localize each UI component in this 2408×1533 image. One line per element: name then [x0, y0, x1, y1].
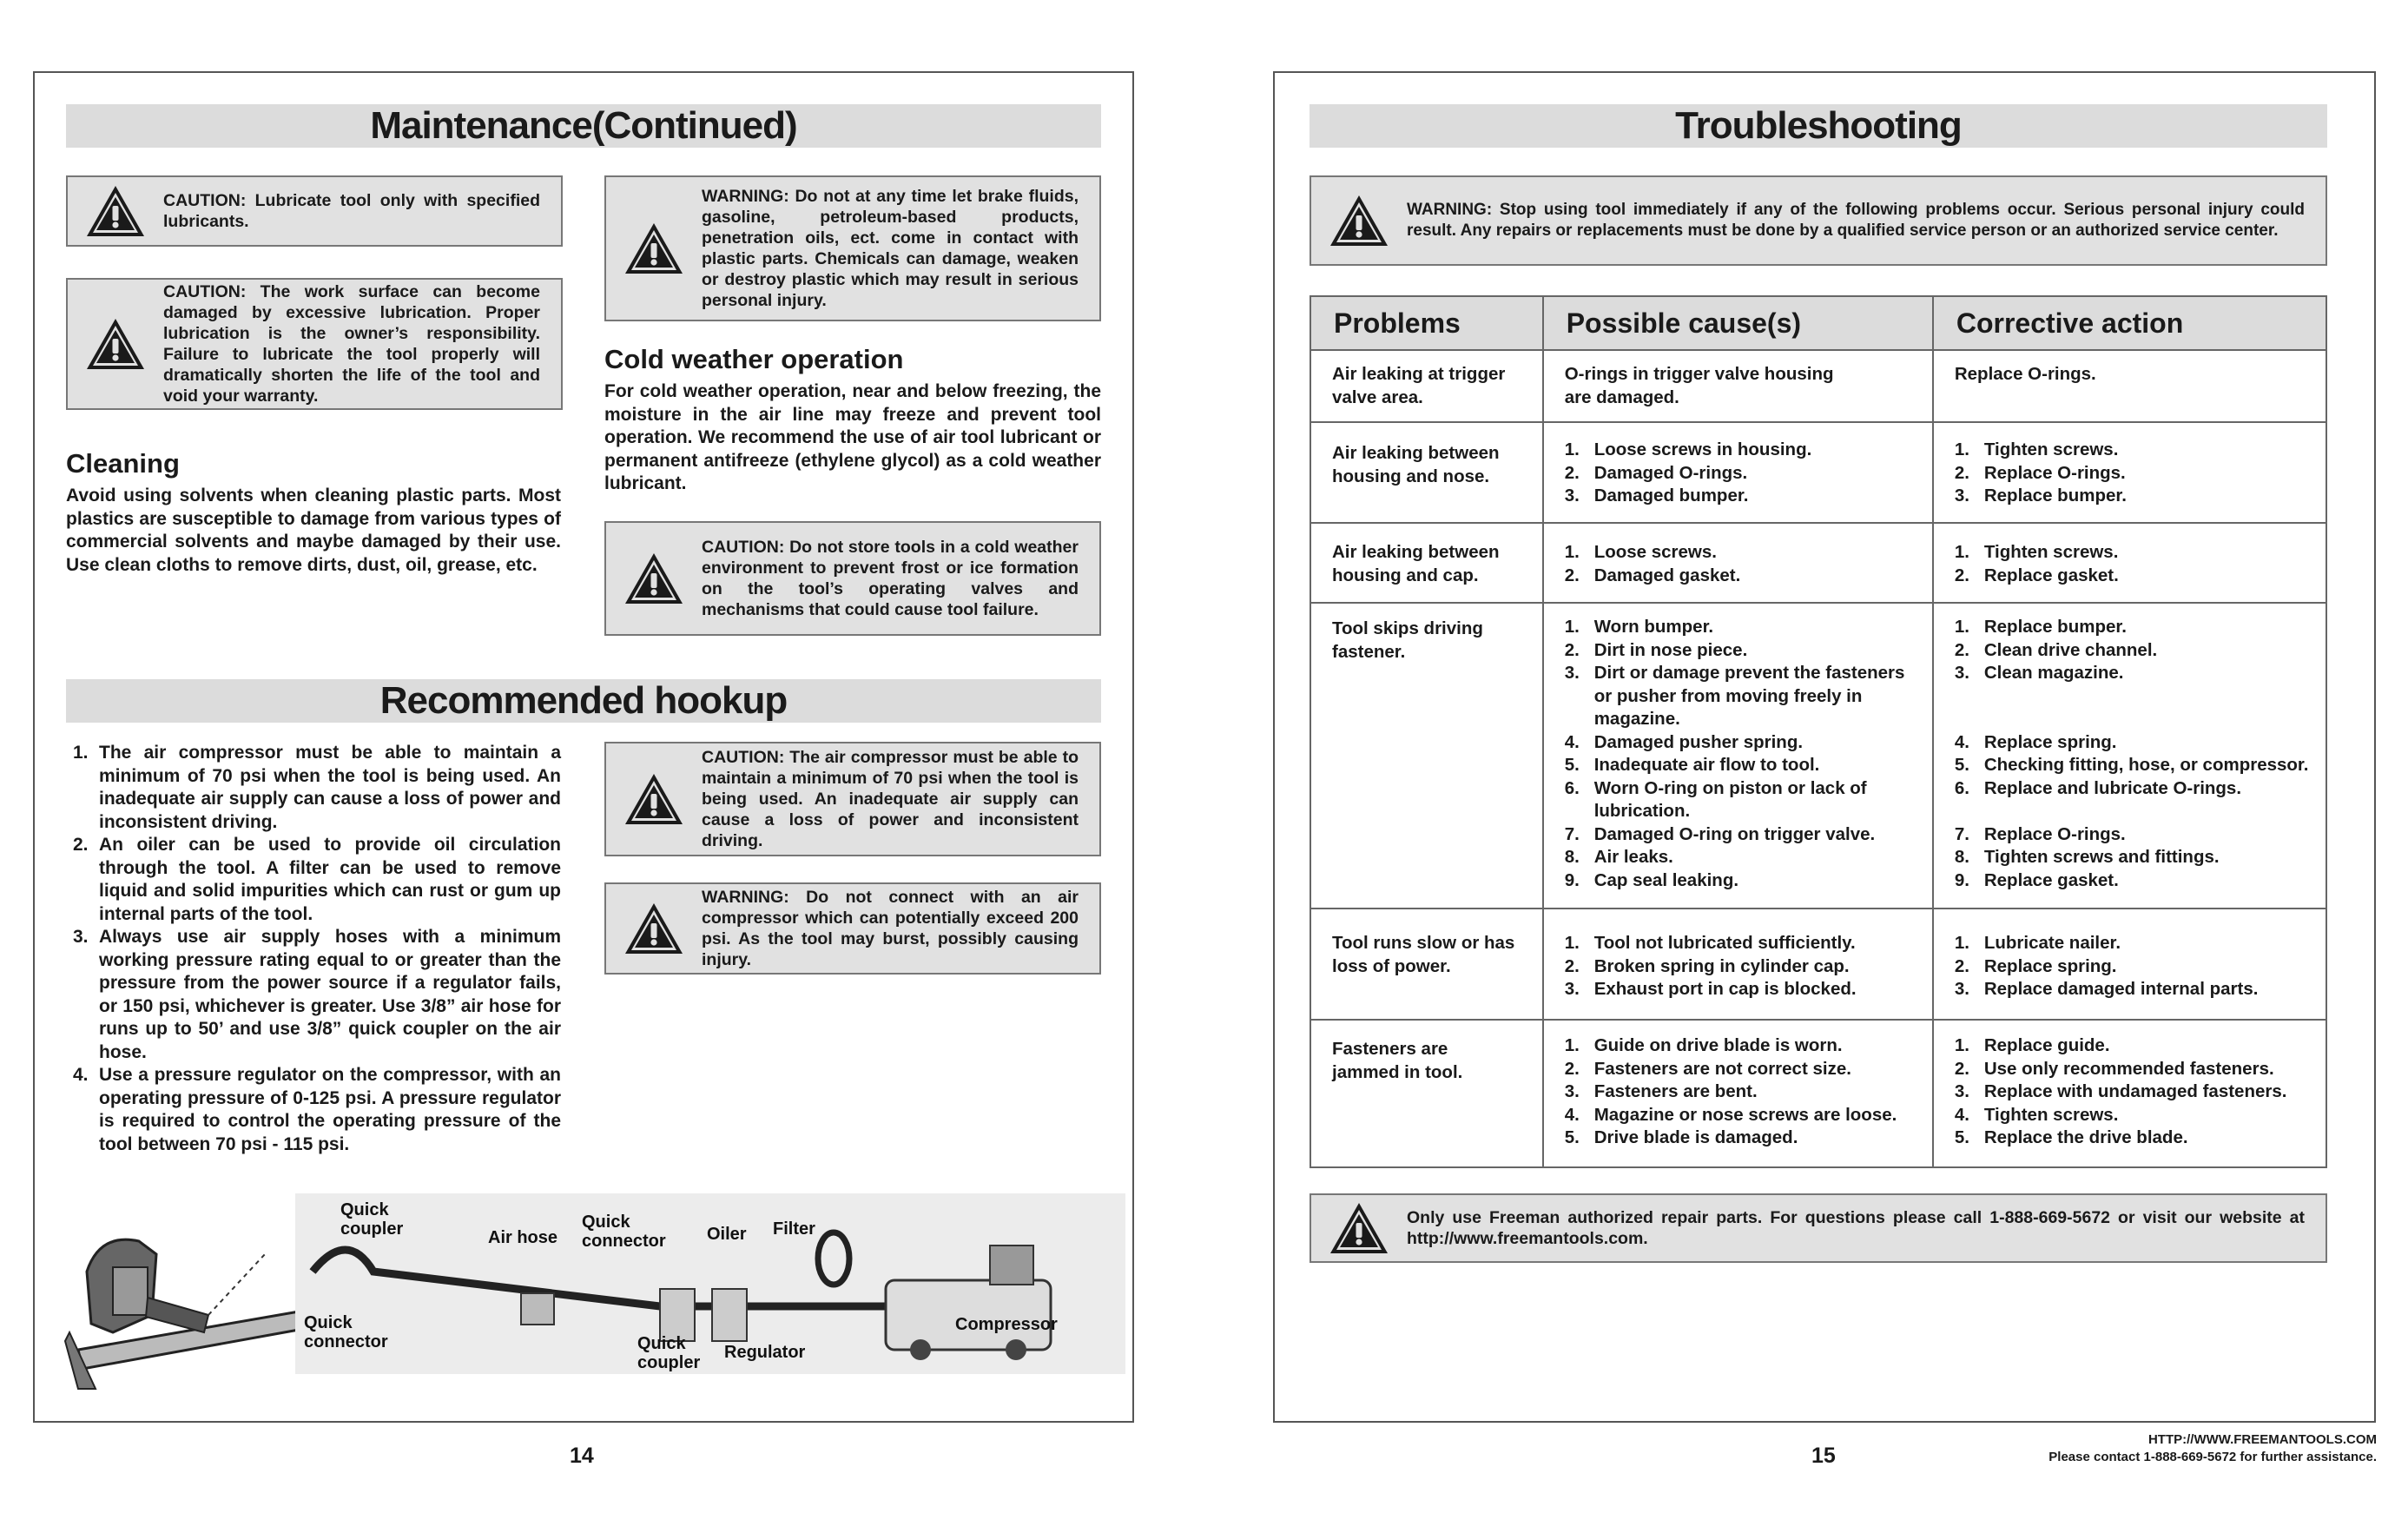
- list-item: 9. Replace gasket.: [1954, 869, 2119, 890]
- hookup-diagram: [295, 1193, 1125, 1374]
- caution-lubricate-text: CAUTION: Lubricate tool only with specified lubricants.: [163, 191, 540, 231]
- problem-cell: Air leaking between housing and cap.: [1310, 523, 1543, 603]
- list-item: 3. Replace damaged internal parts.: [1954, 979, 2259, 999]
- list-item: 1. Loose screws.: [1564, 542, 1717, 562]
- warning-triangle-icon: [85, 317, 146, 371]
- list-item: 4. Replace spring.: [1954, 731, 2117, 752]
- table-row: [1310, 909, 2326, 1020]
- action-cell: [1933, 523, 2326, 603]
- warning-triangle-icon: [1329, 1201, 1389, 1255]
- cause-cell: [1543, 523, 1933, 603]
- label-quick-coupler-2: Quick coupler: [637, 1334, 701, 1372]
- cause-cell: [1543, 422, 1933, 523]
- list-item: 2. Replace gasket.: [1954, 565, 2119, 585]
- warning-triangle-icon: [1329, 194, 1389, 248]
- action-cell: [1933, 909, 2326, 1020]
- list-item: 1. Tighten screws.: [1954, 542, 2119, 562]
- hookup-title: Recommended hookup: [66, 679, 1101, 723]
- list-spacer: [1955, 708, 2317, 731]
- list-item: 7. Replace O-rings.: [1954, 823, 2126, 844]
- warning-200psi-text: WARNING: Do not connect with an air compressor which can potentially exceed 200 psi. As the tool may burst, possibly causing injury.: [702, 888, 1079, 969]
- cold-weather-heading: Cold weather operation: [604, 344, 904, 374]
- caution-work-surface-text: CAUTION: The work surface can become damaged by excessive lubrication. Proper lubrication is the owner’s responsibility. Failure to lubricate the tool properly will dramatically shorten the life of the tool and void your warranty.: [163, 282, 540, 406]
- footer-contact: [2048, 1431, 2377, 1466]
- list-item: 3. Replace bumper.: [1954, 486, 2127, 505]
- troubleshooting-table: [1310, 295, 2327, 1168]
- page-number-15: 15: [1811, 1444, 1836, 1468]
- caution-compressor-box: [604, 742, 1101, 856]
- warning-stop-using-box: [1310, 175, 2327, 266]
- problem-cell: Tool runs slow or has loss of power.: [1310, 909, 1543, 1020]
- caution-cold-storage-box: [604, 521, 1101, 636]
- list-item: 4. Damaged pusher spring.: [1564, 731, 1804, 752]
- cleaning-heading: Cleaning: [66, 448, 180, 479]
- label-oiler: Oiler: [707, 1225, 747, 1244]
- caution-cold-storage-text: CAUTION: Do not store tools in a cold weather environment to prevent frost or ice formation on the tool’s operating valves and mechanisms that could cause tool failure.: [702, 538, 1079, 619]
- list-item: 2. Broken spring in cylinder cap.: [1564, 955, 1850, 976]
- problem-cell: Tool skips driving fastener.: [1310, 603, 1543, 909]
- list-item: 1. The air compressor must be able to maintain a minimum of 70 psi when the tool is being used. An inadequate air supply can cause a loss of power and inconsistent driving.: [73, 743, 561, 832]
- cause-cell: [1543, 1020, 1933, 1167]
- warning-triangle-icon: [623, 552, 684, 605]
- list-item: 2. Use only recommended fasteners.: [1954, 1058, 2274, 1079]
- action-cell: Replace O-rings.: [1933, 350, 2326, 422]
- caution-work-surface-box: [66, 278, 563, 410]
- label-quick-connector-2: Quick connector: [304, 1313, 388, 1351]
- label-quick-coupler-1: Quick coupler: [340, 1200, 404, 1239]
- cause-cell: [1543, 909, 1933, 1020]
- list-item: 3. Always use air supply hoses with a minimum working pressure rating equal to or greater than the pressure from the power source if a regulator fails, or 150 psi, whichever is greater. Use 3/8” air hose for runs up to 50’ and use 3/8” quick coupler on the air hose.: [73, 927, 561, 1062]
- list-item: 4. Magazine or nose screws are loose.: [1564, 1104, 1897, 1125]
- footer-url: HTTP://WWW.FREEMANTOOLS.COM: [2147, 1432, 2377, 1447]
- warning-triangle-icon: [623, 772, 684, 826]
- list-spacer: [1955, 800, 2317, 823]
- list-item: 5. Inadequate air flow to tool.: [1564, 755, 1820, 775]
- table-row: [1310, 523, 2326, 603]
- page-15: [1273, 71, 2376, 1423]
- list-item: 2. Replace O-rings.: [1954, 462, 2126, 483]
- footer-phone: Please contact 1-888-669-5672 for further assistance.: [2048, 1450, 2377, 1464]
- label-filter: Filter: [773, 1219, 815, 1239]
- cold-weather-text: For cold weather operation, near and below freezing, the moisture in the air line may freeze and prevent tool operation. We recommend the use of air tool lubricant or permanent antifreeze (ethylene glycol) as a cold weather lubricant.: [604, 381, 1101, 493]
- header-problems: Problems: [1310, 296, 1543, 350]
- page-number-14: 14: [570, 1444, 594, 1468]
- action-cell: [1933, 422, 2326, 523]
- table-row: [1310, 350, 2326, 422]
- list-spacer: [1955, 685, 2317, 709]
- list-item: 1. Guide on drive blade is worn.: [1564, 1035, 1843, 1055]
- list-item: 1. Loose screws in housing.: [1564, 439, 1812, 459]
- label-regulator: Regulator: [724, 1343, 806, 1362]
- list-item: 4. Tighten screws.: [1954, 1104, 2119, 1125]
- cleaning-text: Avoid using solvents when cleaning plastic parts. Most plastics are susceptible to damage from various types of commercial solvents and maybe damaged by their use. Use clean cloths to remove dirts, dust, oil, grease, etc.: [66, 486, 561, 575]
- label-quick-connector-1: Quick connector: [582, 1213, 666, 1251]
- list-item: 2. Clean drive channel.: [1954, 639, 2158, 660]
- list-item: 6. Worn O-ring on piston or lack of lubrication.: [1564, 777, 1867, 821]
- list-item: 8. Tighten screws and fittings.: [1954, 847, 2220, 867]
- caution-compressor-text: CAUTION: The air compressor must be able to maintain a minimum of 70 psi when the tool is being used. An inadequate air supply can cause a loss of power and inconsistent driving.: [702, 748, 1079, 850]
- troubleshooting-title: Troubleshooting: [1310, 104, 2327, 148]
- warning-triangle-icon: [623, 902, 684, 955]
- label-compressor: Compressor: [955, 1315, 1058, 1334]
- page-14: [33, 71, 1134, 1423]
- list-item: 1. Replace bumper.: [1954, 617, 2127, 637]
- list-item: 5. Drive blade is damaged.: [1564, 1127, 1798, 1147]
- warning-200psi-box: [604, 882, 1101, 975]
- table-row: [1310, 422, 2326, 523]
- list-item: 4. Use a pressure regulator on the compressor, with an operating pressure of 0-125 psi. A pressure regulator is required to control the operating pressure of the tool between 70 psi - 115 psi.: [73, 1065, 561, 1154]
- list-item: 2. Dirt in nose piece.: [1564, 639, 1748, 660]
- list-item: 3. Dirt or damage prevent the fasteners or pusher from moving freely in magazine.: [1564, 663, 1905, 729]
- cause-cell: O-rings in trigger valve housing are damaged.: [1543, 350, 1933, 422]
- label-air-hose: Air hose: [488, 1228, 558, 1247]
- list-item: 1. Tool not lubricated sufficiently.: [1564, 933, 1856, 953]
- action-cell: [1933, 603, 2326, 909]
- hose-line: [295, 1193, 1125, 1374]
- list-item: 9. Cap seal leaking.: [1564, 869, 1739, 890]
- problem-cell: Fasteners are jammed in tool.: [1310, 1020, 1543, 1167]
- header-actions: Corrective action: [1933, 296, 2326, 350]
- maintenance-title: Maintenance(Continued): [66, 104, 1101, 148]
- list-item: 8. Air leaks.: [1564, 847, 1673, 867]
- list-item: 3. Fasteners are bent.: [1564, 1081, 1758, 1101]
- problem-cell: Air leaking between housing and nose.: [1310, 422, 1543, 523]
- warning-brake-fluids-box: [604, 175, 1101, 321]
- list-item: 2. An oiler can be used to provide oil circulation through the tool. A filter can be used to remove liquid and solid impurities which can rust or gum up internal parts of the tool.: [73, 835, 561, 924]
- list-item: 2. Replace spring.: [1954, 955, 2117, 976]
- hookup-steps: [66, 742, 561, 1156]
- table-row: [1310, 603, 2326, 909]
- warning-brake-fluids-text: WARNING: Do not at any time let brake fluids, gasoline, petroleum-based products, penetration oils, ect. come in contact with plastic parts. Chemicals can damage, weaken or destroy plastic which may result in serious personal injury.: [702, 187, 1079, 310]
- cause-cell: [1543, 603, 1933, 909]
- list-item: 6. Replace and lubricate O-rings.: [1954, 777, 2242, 798]
- list-item: 5. Replace the drive blade.: [1954, 1127, 2188, 1147]
- list-item: 5. Checking fitting, hose, or compressor.: [1954, 755, 2309, 775]
- list-item: 2. Fasteners are not correct size.: [1564, 1058, 1851, 1079]
- authorized-parts-text: Only use Freeman authorized repair parts. For questions please call 1-888-669-5672 or visit our website at http://www.freemantools.com.: [1407, 1208, 2305, 1248]
- list-item: 3. Damaged bumper.: [1564, 486, 1749, 505]
- list-item: 1. Lubricate nailer.: [1954, 933, 2121, 953]
- list-item: 1. Worn bumper.: [1564, 617, 1714, 637]
- caution-lubricate-box: [66, 175, 563, 247]
- header-causes: Possible cause(s): [1543, 296, 1933, 350]
- list-item: 2. Damaged O-rings.: [1564, 462, 1748, 483]
- table-row: [1310, 1020, 2326, 1167]
- table-header-row: [1310, 296, 2326, 350]
- warning-stop-using-text: WARNING: Stop using tool immediately if any of the following problems occur. Serious personal injury could result. Any repairs or replacements must be done by a qualified service person or an authorized service center.: [1407, 201, 2305, 240]
- list-item: 3. Replace with undamaged fasteners.: [1954, 1081, 2287, 1101]
- problem-cell: Air leaking at trigger valve area.: [1310, 350, 1543, 422]
- list-item: 3. Exhaust port in cap is blocked.: [1564, 979, 1857, 999]
- list-item: 3. Clean magazine.: [1954, 663, 2124, 683]
- list-item: 7. Damaged O-ring on trigger valve.: [1564, 823, 1876, 844]
- list-item: 1. Replace guide.: [1954, 1035, 2110, 1055]
- nailer-illustration: [61, 1219, 330, 1393]
- warning-triangle-icon: [85, 184, 146, 238]
- action-cell: [1933, 1020, 2326, 1167]
- list-item: 2. Damaged gasket.: [1564, 565, 1741, 585]
- authorized-parts-box: [1310, 1193, 2327, 1263]
- list-item: 1. Tighten screws.: [1954, 439, 2119, 459]
- warning-triangle-icon: [623, 221, 684, 275]
